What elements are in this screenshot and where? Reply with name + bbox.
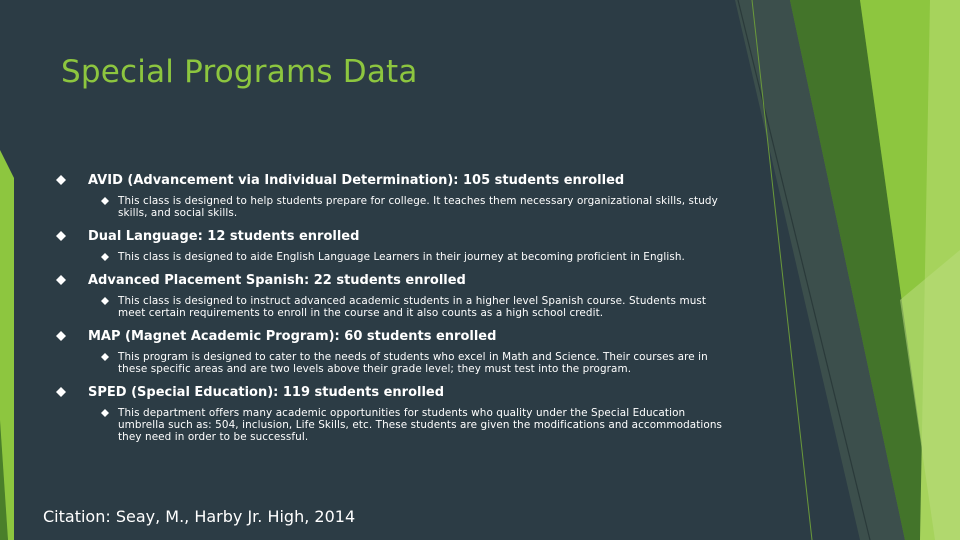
program-heading: SPED (Special Education): 119 students enrolled [88,385,445,400]
diamond-bullet-icon [56,387,66,397]
program-description [118,407,728,443]
program-description-text: This program is designed to cater to the needs of students who excel in Math and Science. Their courses are in these specific areas and are two levels above their grade level; they must test into the program. [118,351,708,375]
citation: Citation: Seay, M., Harby Jr. High, 2014 [43,507,356,526]
diamond-bullet-icon [56,231,66,241]
diamond-bullet-icon [101,409,109,417]
program-heading: Advanced Placement Spanish: 22 students enrolled [88,273,466,288]
program-list [56,170,746,443]
program-heading: AVID (Advancement via Individual Determination): 105 students enrolled [88,173,625,188]
program-description-text: This class is designed to aide English Language Learners in their journey at becoming proficient in English. [118,251,685,263]
diamond-bullet-icon [101,197,109,205]
program-description [118,351,728,375]
list-item [56,326,746,375]
program-description-text: This class is designed to instruct advanced academic students in a higher level Spanish course. Students must meet certain requirements to enroll in the course and it also counts as a high school credit. [118,295,707,319]
list-item [56,270,746,319]
diamond-bullet-icon [56,331,66,341]
list-item [56,170,746,219]
program-description [118,251,728,263]
page-title: Special Programs Data [61,54,418,90]
program-description [118,295,728,319]
diamond-bullet-icon [56,175,66,185]
program-heading: Dual Language: 12 students enrolled [88,229,360,244]
program-description-text: This class is designed to help students prepare for college. It teaches them necessary organizational skills, study skills, and social skills. [118,195,718,219]
diamond-bullet-icon [56,275,66,285]
list-item [56,226,746,263]
diamond-bullet-icon [101,297,109,305]
program-description-text: This department offers many academic opportunities for students who quality under the Special Education umbrella such as: 504, inclusion, Life Skills, etc. These students are given the modifications and accommodations they need in order to be successful. [118,407,723,443]
diamond-bullet-icon [101,253,109,261]
diamond-bullet-icon [101,353,109,361]
list-item [56,382,746,443]
program-description [118,195,728,219]
program-heading: MAP (Magnet Academic Program): 60 students enrolled [88,329,497,344]
